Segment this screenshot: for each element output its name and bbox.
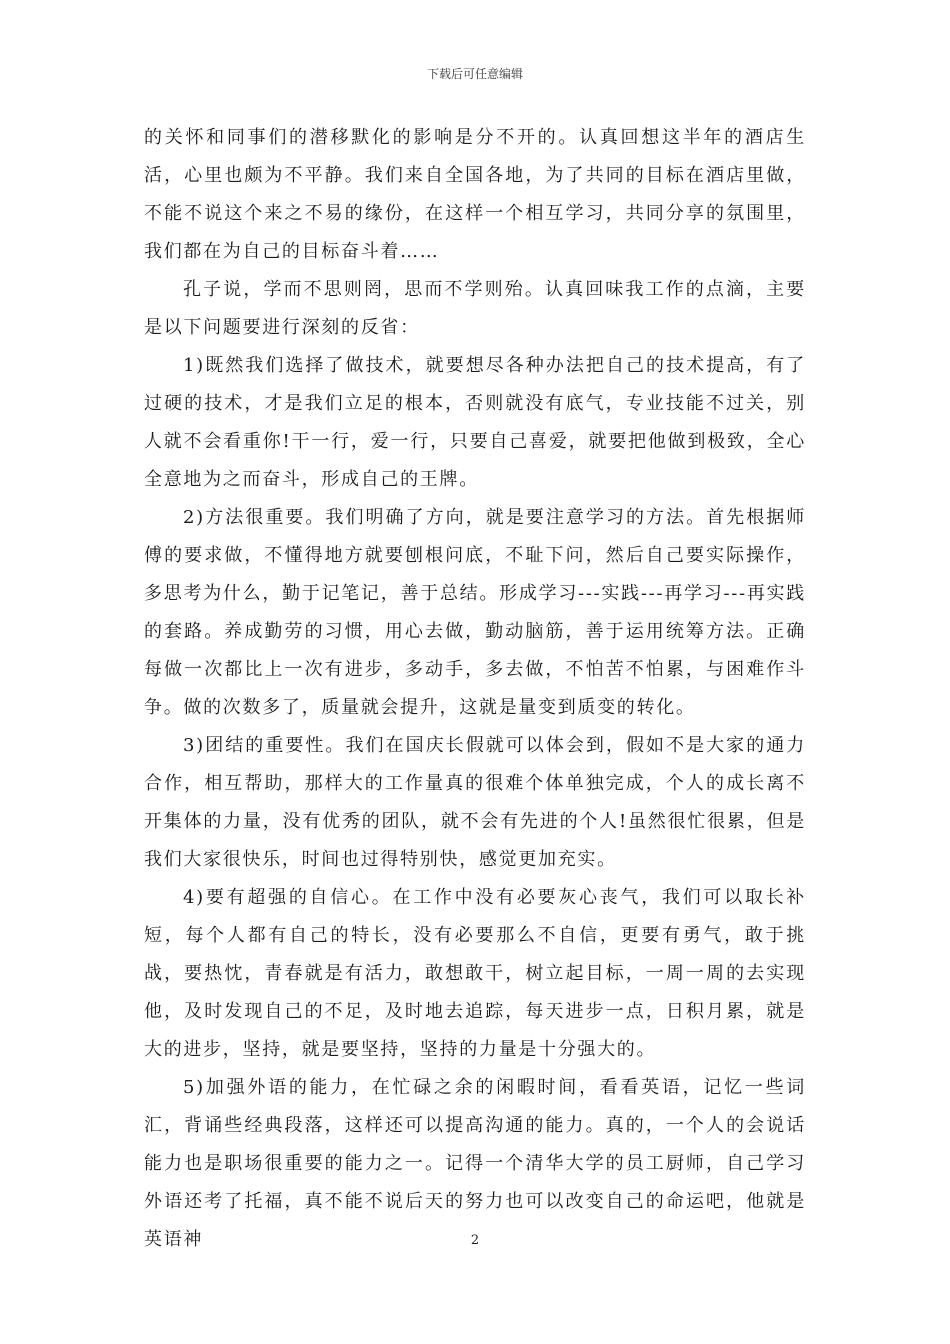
paragraph-point-3: 3)团结的重要性。我们在国庆长假就可以体会到，假如不是大家的通力合作，相互帮助，那样大的工作量真的很难个体单独完成，个人的成长离不开集体的力量，没有优秀的团队，就不会有先进的个人!虽然很忙很累，但是我们大家很快乐，时间也过得特别快，感觉更加充实。 xyxy=(144,735,806,870)
paragraph-point-1: 1)既然我们选择了做技术，就要想尽各种办法把自己的技术提高，有了过硬的技术，才是我们立足的根本，否则就没有底气，专业技能不过关，别人就不会看重你!干一行，爱一行，只要自己喜爱，就要把他做到极致，全心全意地为之而奋斗，形成自己的王牌。 xyxy=(144,355,806,490)
paragraph-confucius: 孔子说，学而不思则罔，思而不学则殆。认真回味我工作的点滴，主要是以下问题要进行深刻的反省： xyxy=(144,279,806,338)
paragraph-point-4: 4)要有超强的自信心。在工作中没有必要灰心丧气，我们可以取长补短，每个人都有自己的特长，没有必要那么不自信，更要有勇气，敢于挑战，要热忱，青春就是有活力，敢想敢干，树立起目标，一周一周的去实现他，及时发现自己的不足，及时地去追踪，每天进步一点，日积月累，就是大的进步，坚持，就是要坚持，坚持的力量是十分强大的。 xyxy=(144,887,806,1060)
page-number: 2 xyxy=(470,1233,480,1248)
paragraph-continuation: 的关怀和同事们的潜移默化的影响是分不开的。认真回想这半年的酒店生活，心里也颇为不平静。我们来自全国各地，为了共同的目标在酒店里做，不能不说这个来之不易的缘份，在这样一个相互学习，共同分享的氛围里，我们都在为自己的目标奋斗着…… xyxy=(144,127,806,262)
paragraph-point-2: 2)方法很重要。我们明确了方向，就是要注意学习的方法。首先根据师傅的要求做，不懂得地方就要刨根问底，不耻下问，然后自己要实际操作，多思考为什么，勤于记笔记，善于总结。形成学习---实践---再学习---再实践的套路。养成勤劳的习惯，用心去做，勤动脑筋，善于运用统筹方法。正确每做一次都比上一次有进步，多动手，多去做，不怕苦不怕累，与困难作斗争。做的次数多了，质量就会提升，这就是量变到质变的转化。 xyxy=(144,507,806,718)
paragraph-point-5: 5)加强外语的能力，在忙碌之余的闲暇时间，看看英语，记忆一些词汇，背诵些经典段落，这样还可以提高沟通的能力。真的，一个人的会说话能力也是职场很重要的能力之一。记得一个清华大学的员工厨师，自己学习外语还考了托福，真不能不说后天的努力也可以改变自己的命运吧，他就是英语神 xyxy=(144,1077,806,1250)
document-body xyxy=(144,119,806,1259)
page-header: 下载后可任意编辑 xyxy=(426,67,523,81)
